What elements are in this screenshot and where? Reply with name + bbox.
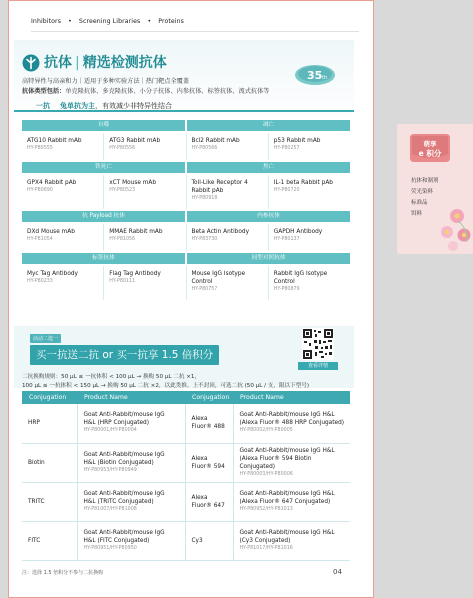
product-name: Goat Anti-Rabbit/mouse IgG H&L (HRP Conjugated) xyxy=(83,412,165,427)
category-label: 标签抗体 xyxy=(22,253,185,264)
product-cell[interactable] xyxy=(268,266,350,300)
conjugation-label: Cy3 xyxy=(185,521,233,560)
product-name: Myc Tag Antibody xyxy=(27,271,78,277)
tagline: 高特异性与高亲和力｜适用于多种实验方法｜热门靶点全覆盖 xyxy=(22,78,190,85)
secondary-antibody-table xyxy=(22,391,350,561)
catalog-number: HY-P80233 xyxy=(27,279,53,284)
header-product-name-left: Product Name xyxy=(77,391,185,404)
conjugation-label: TRITC xyxy=(22,482,77,521)
table-body xyxy=(22,404,350,560)
header-conjugation-left: Conjugation xyxy=(22,391,77,404)
page-title xyxy=(44,52,167,72)
top-divider xyxy=(31,31,359,32)
catalog-number: HY-P80556 xyxy=(109,146,136,151)
qr-view-details-button[interactable]: 查看详情 xyxy=(298,362,338,370)
catalog-number: HY-P80003/HY-P80006 xyxy=(239,471,293,477)
table-row xyxy=(22,443,350,482)
catalog-number: HY-P80757 xyxy=(191,287,218,292)
section-number: 一抗 xyxy=(36,102,50,110)
flowers-decoration-icon xyxy=(437,202,473,254)
product-name: Goat Anti-Rabbit/mouse IgG H&L (Alexa Fluor® 647 Conjugated) xyxy=(239,490,335,505)
types-label: 抗体类型包括： xyxy=(22,88,66,95)
product-name: Bcl2 Rabbit mAb xyxy=(191,138,240,144)
product-name: DXd Mouse mAb xyxy=(27,229,75,235)
header-product-name-right: Product Name xyxy=(233,391,350,404)
product-name: Goat Anti-Rabbit/mouse IgG H&L (Alexa Fluor® 594 Biotin Conjugated) xyxy=(239,447,335,470)
catalog-number: HY-P80555 xyxy=(27,146,53,151)
antibody-types xyxy=(22,86,270,95)
product-name: Beta Actin Antibody xyxy=(191,229,250,235)
product-cell[interactable] xyxy=(233,521,350,560)
conjugation-label: Biotin xyxy=(22,443,77,482)
primary-antibody-grid xyxy=(22,120,350,302)
product-row xyxy=(22,224,350,251)
product-cell[interactable] xyxy=(103,133,185,160)
35th-anniversary-badge-icon xyxy=(294,62,336,86)
product-cell[interactable] xyxy=(268,224,350,251)
category-row xyxy=(22,211,350,222)
product-cell[interactable] xyxy=(186,133,268,160)
catalog-number: HY-P81017/HY-P81016 xyxy=(239,545,293,551)
category-row xyxy=(22,253,350,264)
catalog-number: HY-P80918 xyxy=(191,196,218,201)
product-cell[interactable] xyxy=(22,224,103,251)
product-name: Toll-Like Receptor 4 Rabbit pAb xyxy=(191,180,248,194)
breadcrumb xyxy=(31,18,184,25)
title-main: 抗体 xyxy=(44,55,72,71)
side-item-list xyxy=(411,176,439,220)
catalog-number: HY-P80953/HY-P80949 xyxy=(83,467,137,473)
product-row xyxy=(22,266,350,300)
page-number: 04 xyxy=(333,568,342,576)
product-name: Rabbit IgG Isotype Control xyxy=(273,271,328,285)
product-cell[interactable] xyxy=(186,224,268,251)
product-name: Mouse IgG Isotype Control xyxy=(191,271,246,285)
section-label-rest: ，有效减少非特异性结合 xyxy=(95,102,172,110)
table-header-row xyxy=(22,391,350,404)
product-cell[interactable] xyxy=(22,133,103,160)
exchange-rule-line-2: 100 µL ≤ 一抗体积 < 150 µL → 换购 50 µL 二抗 ×2，以此类推。上不封顶，可选二抗 (50 µL / 支，限以下型号) xyxy=(22,383,310,389)
product-row xyxy=(22,175,350,209)
product-cell[interactable] xyxy=(103,175,185,209)
catalog-number: HY-P80523 xyxy=(109,188,136,193)
conjugation-label: Alexa Fluor® 594 xyxy=(185,443,233,482)
category-row xyxy=(22,162,350,173)
conjugation-label: Alexa Fluor® 488 xyxy=(185,404,233,443)
section-description xyxy=(60,101,172,111)
title-separator: | xyxy=(75,55,80,71)
product-name: p53 Rabbit mAb xyxy=(273,138,321,144)
catalog-number: HY-P80257 xyxy=(273,146,300,151)
badge-bottom-text: e 积分 xyxy=(418,149,442,158)
catalog-number: HY-P80720 xyxy=(273,188,300,193)
product-cell[interactable] xyxy=(233,482,350,521)
breadcrumb-proteins[interactable]: Proteins xyxy=(158,18,184,25)
conjugation-label: FITC xyxy=(22,521,77,560)
category-label: 焦亡 xyxy=(187,162,350,173)
category-label: 同型对照抗体 xyxy=(187,253,350,264)
section-label-bold: 兔单抗为主 xyxy=(60,102,95,110)
side-item: 抗体和制剂 xyxy=(411,178,439,184)
header-conjugation-right: Conjugation xyxy=(185,391,233,404)
catalog-number: HY-P80952/HY-P81013 xyxy=(239,506,293,512)
product-cell[interactable] xyxy=(77,482,185,521)
antibody-logo-icon xyxy=(22,54,40,72)
product-name: ATG3 Rabbit mAb xyxy=(109,138,161,144)
table-row xyxy=(22,404,350,443)
promo-tag: 活动二选一 xyxy=(30,334,61,343)
product-cell[interactable] xyxy=(268,175,350,209)
product-cell[interactable] xyxy=(186,266,268,300)
product-row xyxy=(22,133,350,160)
product-cell[interactable] xyxy=(22,175,103,209)
side-item: 饵料 xyxy=(411,211,423,217)
product-cell[interactable] xyxy=(233,443,350,482)
footnote: 注：选择 1.5 倍积分不参与二抗换购 xyxy=(22,570,104,576)
product-cell[interactable] xyxy=(77,443,185,482)
product-cell[interactable] xyxy=(22,266,103,300)
product-cell[interactable] xyxy=(77,521,185,560)
conjugation-label: Alexa Fluor® 647 xyxy=(185,482,233,521)
category-label: 自噬 xyxy=(22,120,185,131)
product-cell[interactable] xyxy=(103,224,185,251)
badge-text xyxy=(408,132,452,164)
product-name: IL-1 beta Rabbit pAb xyxy=(273,180,333,186)
catalog-number: HY-P80111 xyxy=(109,279,136,284)
catalog-number: HY-P80137 xyxy=(273,237,300,242)
category-label: 抗 Payload 抗体 xyxy=(22,211,185,222)
product-cell[interactable] xyxy=(103,266,185,300)
promo-title: 买一抗送二抗 or 买一抗享 1.5 倍积分 xyxy=(30,345,219,365)
side-item: 荧光染料 xyxy=(411,189,434,195)
primary-antibody-section-header xyxy=(14,100,354,112)
breadcrumb-separator: • xyxy=(147,18,152,25)
product-name: Goat Anti-Rabbit/mouse IgG H&L (Biotin Conjugated) xyxy=(83,451,165,466)
category-label: 凋亡 xyxy=(187,120,350,131)
catalog-number: HY-P80001/HY-P80004 xyxy=(83,428,137,434)
product-cell[interactable] xyxy=(268,133,350,160)
catalog-number: HY-P83730 xyxy=(191,237,218,242)
breadcrumb-inhibitors[interactable]: Inhibitors xyxy=(31,18,62,25)
catalog-number: HY-P80690 xyxy=(27,188,53,193)
catalog-number: HY-P80879 xyxy=(273,287,300,292)
product-name: GAPDH Antibody xyxy=(273,229,323,235)
breadcrumb-separator: • xyxy=(68,18,72,25)
table-row xyxy=(22,482,350,521)
conjugation-label: HRP xyxy=(22,404,77,443)
title-sub: 精选检测抗体 xyxy=(82,55,167,71)
product-name: Goat Anti-Rabbit/mouse IgG H&L (Alexa Fluor® 488 HRP Conjugated) xyxy=(239,412,345,427)
catalog-number: HY-P80951/HY-P80950 xyxy=(83,545,137,551)
product-cell[interactable] xyxy=(77,404,185,443)
catalog-number: HY-P81056 xyxy=(109,237,136,242)
product-cell[interactable] xyxy=(233,404,350,443)
product-name: Goat Anti-Rabbit/mouse IgG H&L (FITC Conjugated) xyxy=(83,529,165,544)
category-label: 铁死亡 xyxy=(22,162,185,173)
badge-top-text: 萌享 xyxy=(423,140,437,148)
product-name: GPX4 Rabbit pAb xyxy=(27,180,77,186)
catalog-number: HY-P80566 xyxy=(191,146,218,151)
product-name: MMAE Rabbit mAb xyxy=(109,229,163,235)
product-cell[interactable] xyxy=(186,175,268,209)
types-text: 单克隆抗体、多克隆抗体、小分子抗体、内参抗体、标签抗体、流式抗体等 xyxy=(65,88,270,95)
product-name: xCT Mouse mAb xyxy=(109,180,157,186)
exchange-rule-line-1: 二抗换购规则：50 µL ≤ 一抗体积 < 100 µL → 换购 50 µL 二抗 ×1， xyxy=(22,374,201,380)
category-label: 内参抗体 xyxy=(187,211,350,222)
product-name: Flag Tag Antibody xyxy=(109,271,161,277)
badge-number: 35 xyxy=(307,69,323,82)
product-name: Goat Anti-Rabbit/mouse IgG H&L (TRITC Conjugated) xyxy=(83,490,165,505)
catalog-number: HY-P81007/HY-P81008 xyxy=(83,506,137,512)
catalog-number: HY-P80002/HY-P80005 xyxy=(239,428,293,434)
side-promo-card[interactable] xyxy=(397,124,473,254)
side-item: 标准品 xyxy=(411,200,428,206)
qr-code-icon[interactable] xyxy=(302,328,334,360)
product-name: Goat Anti-Rabbit/mouse IgG H&L (Cy3 Conjugated) xyxy=(239,529,335,544)
badge-suffix: th xyxy=(322,75,328,81)
breadcrumb-screening-libraries[interactable]: Screening Libraries xyxy=(78,18,141,25)
catalog-number: HY-P81054 xyxy=(27,237,53,242)
category-row xyxy=(22,120,350,131)
table-row xyxy=(22,521,350,560)
product-name: ATG10 Rabbit mAb xyxy=(27,138,82,144)
